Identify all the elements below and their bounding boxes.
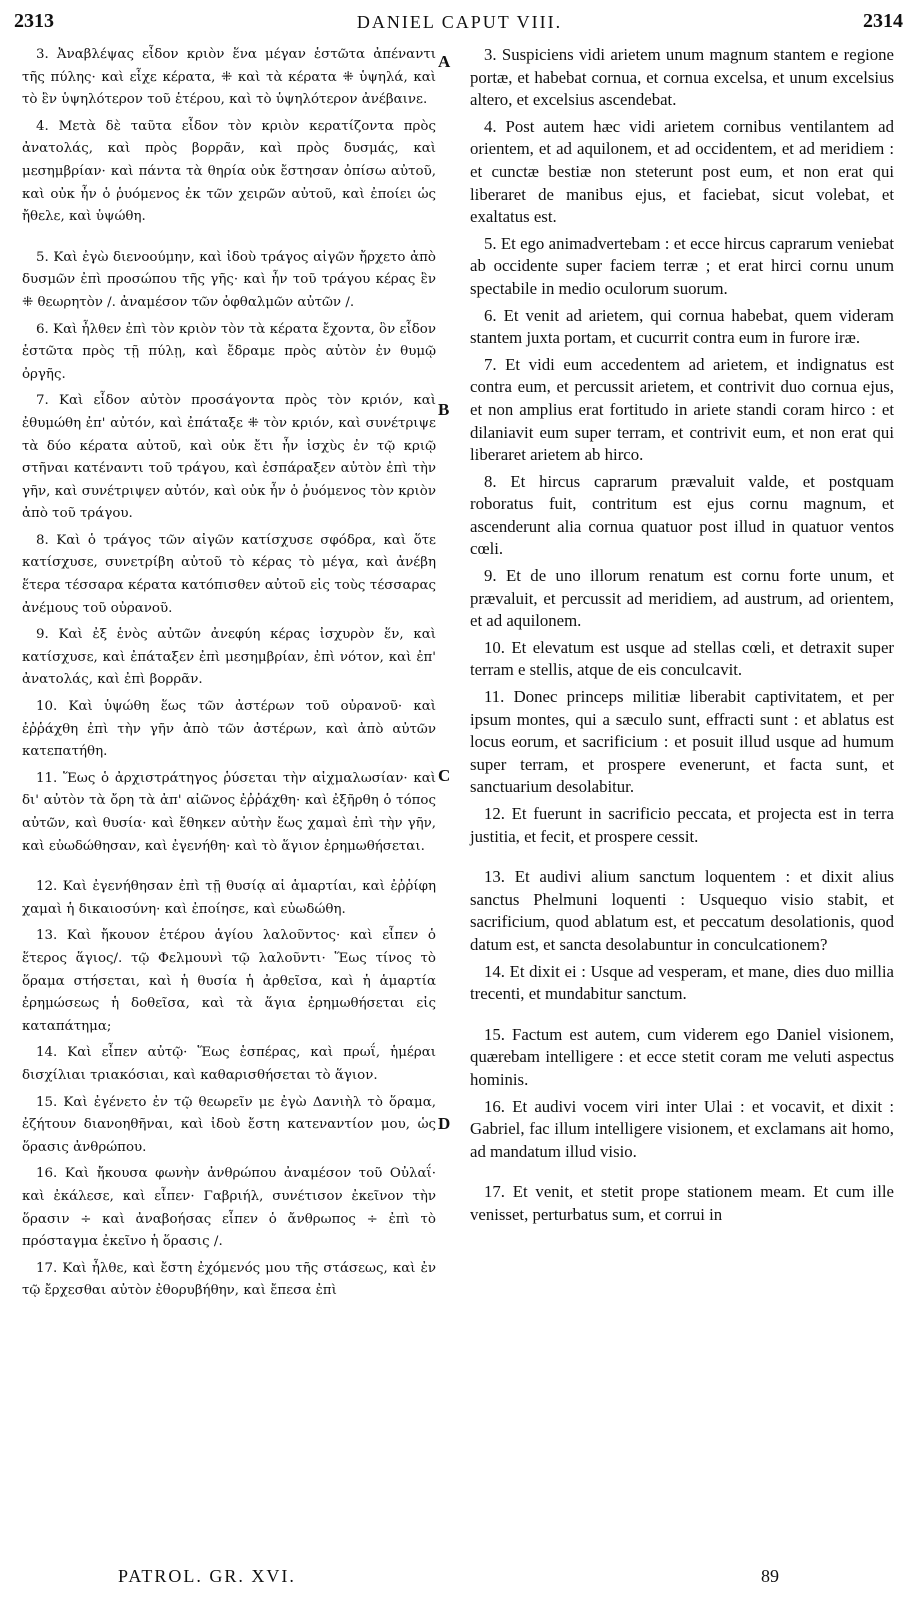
latin-column <box>470 44 894 1231</box>
latin-verse-13: 13. Et audivi alium sanctum loquentem : et dixit alius sanctus Phelmuni loquenti : Usquequo visio stabit, et sacrificium, quod ablatum est, et peccatum desolationis, quod datum est, et sancta desolabuntur in conculcationem? <box>470 867 894 954</box>
latin-verse-6: 6. Et venit ad arietem, qui cornua habebat, quem videram stantem juxta portam, et cucurrit contra eum in furore iræ. <box>470 305 894 348</box>
latin-verse-12: 12. Et fuerunt in sacrificio peccata, et projecta est in terra justitia, et fecit, et prospere cessit. <box>470 804 894 846</box>
latin-verse-9: 9. Et de uno illorum renatum est cornu forte unum, et prævaluit, et percussit ad meridiem, ad austrum, ad orientem, et ad aquilonem. <box>470 566 894 631</box>
latin-verse-16: 16. Et audivi vocem viri inter Ulai : et vocavit, et dixit : Gabriel, fac illum intelligere visionem, et exclamans ait homo, ad mandatum illud visio. <box>470 1096 894 1161</box>
greek-verse-6: 6. Καὶ ἦλθεν ἐπὶ τὸν κριὸν τὸν τὰ κέρατα ἔχοντα, ὃν εἶδον ἑστῶτα πρὸς τῇ πύλῃ, καὶ ἔδραμε πρὸς αὐτὸν ἐν θυμῷ ὀργῆς. <box>22 321 436 382</box>
greek-column <box>22 44 436 1307</box>
greek-verse-15: 15. Καὶ ἐγένετο ἐν τῷ θεωρεῖν με ἐγὼ Δανιὴλ τὸ ὅραμα, ἐζήτουν διανοηθῆναι, καὶ ἰδοὺ ἔστη κατεναντίον μου, ὡς ὅρασις ἀνθρώπου. <box>22 1094 436 1155</box>
greek-verse-12: 12. Καὶ ἐγενήθησαν ἐπὶ τῇ θυσίᾳ αἱ ἁμαρτίαι, καὶ ἐῤῥίφη χαμαὶ ἡ δικαιοσύνη· καὶ ἐποίησε, καὶ εὐωδώθη. <box>22 879 436 917</box>
greek-verse-7: 7. Καὶ εἶδον αὐτὸν προσάγοντα πρὸς τὸν κριόν, καὶ ἐθυμώθη ἐπ' αὐτόν, καὶ ἐπάταξε ⁜ τὸν κριόν, καὶ συνέτριψε τὰ δύο κέρατα αὐτοῦ, καὶ οὐκ ἔτι ἦν ἰσχὺς ἐν τῷ κριῷ στῆναι κατέναντι τοῦ τράγου, καὶ ἐσπάραξεν αὐτὸν ἐπὶ τὴν γῆν, καὶ συνέτριψεν αὐτόν, καὶ οὐκ ἦν ὁ ῥυόμενος τὸν κριὸν ἀπὸ τοῦ τράγου. <box>22 393 436 522</box>
greek-verse-13: 13. Καὶ ἤκουον ἑτέρου ἁγίου λαλοῦντος· καὶ εἶπεν ὁ ἕτερος ἅγιος/. τῷ Φελμουνὶ τῷ λαλοῦντι· Ἕως τίνος τὸ ὅραμα στήσεται, καὶ ἡ θυσία ἡ ἀρθεῖσα, καὶ ἡ ἁμαρτία ἐρημώσεως ἡ δοθεῖσα, καὶ τὰ ἅγια ἐρημωθήσεται εἰς καταπάτημα; <box>22 928 436 1034</box>
greek-verse-14: 14. Καὶ εἶπεν αὐτῷ· Ἕως ἑσπέρας, καὶ πρωΐ, ἡμέραι δισχίλιαι τριακόσιαι, καὶ καθαρισθήσεται τὸ ἅγιον. <box>22 1045 436 1083</box>
greek-verse-9: 9. Καὶ ἐξ ἑνὸς αὐτῶν ἀνεφύη κέρας ἰσχυρὸν ἕν, καὶ κατίσχυσε, καὶ ἐπάταξεν ἐπὶ μεσημβρίαν, ἐπὶ νότον, καὶ ἐπ' ἀνατολάς, καὶ ἐπὶ βορρᾶν. <box>22 627 436 688</box>
greek-verse-11: 11. Ἕως ὁ ἀρχιστράτηγος ῥύσεται τὴν αἰχμαλωσίαν· καὶ δι' αὐτὸν τὰ ὄρη τὰ ἀπ' αἰῶνος ἐῤῥάχθη· καὶ ἐξῆρθη ὁ τόπος αὐτῶν, καὶ θυσία· καὶ ἔθηκεν αὐτὴν ἕως χαμαὶ ἐπὶ τὴν γῆν, καὶ εὐωδώθησαν, καὶ ἐγενήθη· καὶ τὸ ἅγιον ἐρημωθήσεται. <box>22 770 436 854</box>
greek-verse-5: 5. Καὶ ἐγὼ διενοούμην, καὶ ἰδοὺ τράγος αἰγῶν ἤρχετο ἀπὸ δυσμῶν ἐπὶ προσώπου τῆς γῆς· καὶ ἦν τοῦ τράγου κέρας ἓν ⁜ θεωρητὸν /. ἀναμέσον τῶν ὀφθαλμῶν αὐτῶν /. <box>22 249 436 310</box>
greek-verse-4: 4. Μετὰ δὲ ταῦτα εἶδον τὸν κριὸν κερατίζοντα πρὸς ἀνατολάς, καὶ πρὸς βορρᾶν, καὶ πρὸς δυσμάς, καὶ μεσημβρίαν· καὶ πάντα τὰ θηρία οὐκ ἔστησαν ὀπίσω αὐτοῦ, καὶ οὐκ ἦν ὁ ῥυόμενος ἐκ τῶν χειρῶν αὐτοῦ, καὶ ἐποίει ὡς ἤθελε, καὶ ὑψώθη. <box>22 118 436 225</box>
margin-marker-b: B <box>438 400 450 419</box>
margin-marker-c: C <box>438 766 451 785</box>
page-number-right: 2314 <box>863 10 903 32</box>
greek-verse-16: 16. Καὶ ἤκουσα φωνὴν ἀνθρώπου ἀναμέσον τοῦ Οὐλαΐ· καὶ ἐκάλεσε, καὶ εἶπεν· Γαβριήλ, συνέτισον ἐκεῖνον τὴν ὅρασιν ÷ καὶ ἀναβοήσας εἶπεν ὁ ἄνθρωπος ÷ ἐπὶ τὸ πρόσταγμα ἐκεῖνο ἡ ὅρασις /. <box>22 1166 436 1250</box>
margin-marker-d: D <box>438 1114 451 1133</box>
latin-verse-11: 11. Donec princeps militiæ liberabit captivitatem, et per ipsum montes, qui a sæculo sunt, effracti sunt : et ablatus est locus eorum, et sacrificium : et posuit illud usque ad humum super terram, et prospere evenerunt, et facta sunt, et sanctuarium desolabitur. <box>470 687 894 797</box>
footer-source: PATROL. GR. XVI. <box>118 1566 296 1586</box>
greek-verse-17: 17. Καὶ ἦλθε, καὶ ἔστη ἐχόμενός μου τῆς στάσεως, καὶ ἐν τῷ ἔρχεσθαι αὐτὸν ἐθορυβήθην, καὶ ἔπεσα ἐπὶ <box>22 1260 436 1299</box>
latin-verse-5: 5. Et ego animadvertebam : et ecce hircus caprarum veniebat ab occidente super faciem terræ ; et erat hirci cornu unum spectabile in medio oculorum suorum. <box>470 233 894 298</box>
latin-verse-10: 10. Et elevatum est usque ad stellas cœli, et detraxit super terram e stellis, atque de eis conculcavit. <box>470 637 894 680</box>
latin-verse-14: 14. Et dixit ei : Usque ad vesperam, et mane, dies duo millia trecenti, et mundabitur sanctum. <box>470 961 894 1004</box>
page-number-left: 2313 <box>14 10 54 32</box>
margin-marker-a: A <box>438 52 451 71</box>
latin-verse-17: 17. Et venit, et stetit prope stationem meam. Et cum ille venisset, perturbatus sum, et corrui in <box>470 1182 894 1224</box>
latin-verse-15: 15. Factum est autem, cum viderem ego Daniel visionem, quærebam intelligere : et ecce stetit coram me veluti aspectus hominis. <box>470 1024 894 1089</box>
greek-verse-8: 8. Καὶ ὁ τράγος τῶν αἰγῶν κατίσχυσε σφόδρα, καὶ ὅτε κατίσχυσε, συνετρίβη αὐτοῦ τὸ κέρας τὸ μέγα, καὶ ἀνέβη ἕτερα τέσσαρα κέρατα κατόπισθεν αὐτοῦ εἰς τοὺς τέσσαρας ἀνέμους τοῦ οὐρανοῦ. <box>22 532 436 616</box>
latin-verse-7: 7. Et vidi eum accedentem ad arietem, et indignatus est contra eum, et percussit arietem, et contrivit duo cornua ejus, et non amplius erat fortitudo in ariete standi coram hirco : et dilaniavit eum super terram, et contrivit eum, et non erat qui liberaret arietem ab hirco. <box>470 354 894 465</box>
footer-sheet-number: 89 <box>761 1566 779 1586</box>
greek-verse-3: 3. Ἀναβλέψας εἶδον κριὸν ἕνα μέγαν ἑστῶτα ἀπέναντι τῆς πύλης· καὶ εἶχε κέρατα, ⁜ καὶ τὰ κέρατα ⁜ ὑψηλά, καὶ τὸ ἓν ὑψηλότερον τοῦ ἑτέρου, καὶ τὸ ὑψηλότερον ἀνέβαινε. <box>22 47 436 108</box>
latin-verse-3: 3. Suspiciens vidi arietem unum magnum stantem e regione portæ, et habebat cornua, et cornua excelsa, et unum excelsius altero, et excelsius ascendebat. <box>470 45 894 110</box>
running-title: DANIEL CAPUT VIII. <box>356 12 563 32</box>
page-header <box>0 10 919 40</box>
latin-verse-8: 8. Et hircus caprarum prævaluit valde, et postquam roboratus fuit, contritum est ejus cornu magnum, et ascenderunt alia cornua quatuor post illud in quatuor ventos cœli. <box>470 471 894 559</box>
greek-verse-10: 10. Καὶ ὑψώθη ἕως τῶν ἀστέρων τοῦ οὐρανοῦ· καὶ ἐῤῥάχθη ἐπὶ τὴν γῆν ἀπὸ τῶν ἀστέρων, καὶ ἀπὸ αὐτῶν κατεπατήθη. <box>22 699 436 760</box>
latin-verse-4: 4. Post autem hæc vidi arietem cornibus ventilantem ad orientem, et ad aquilonem, et ad occidentem, et ad meridiem : et cunctæ bestiæ non steterunt post eum, et non erat qui liberaret de manibus ejus, et faciebat, sicut volebat, et exaltatus est. <box>470 116 894 227</box>
